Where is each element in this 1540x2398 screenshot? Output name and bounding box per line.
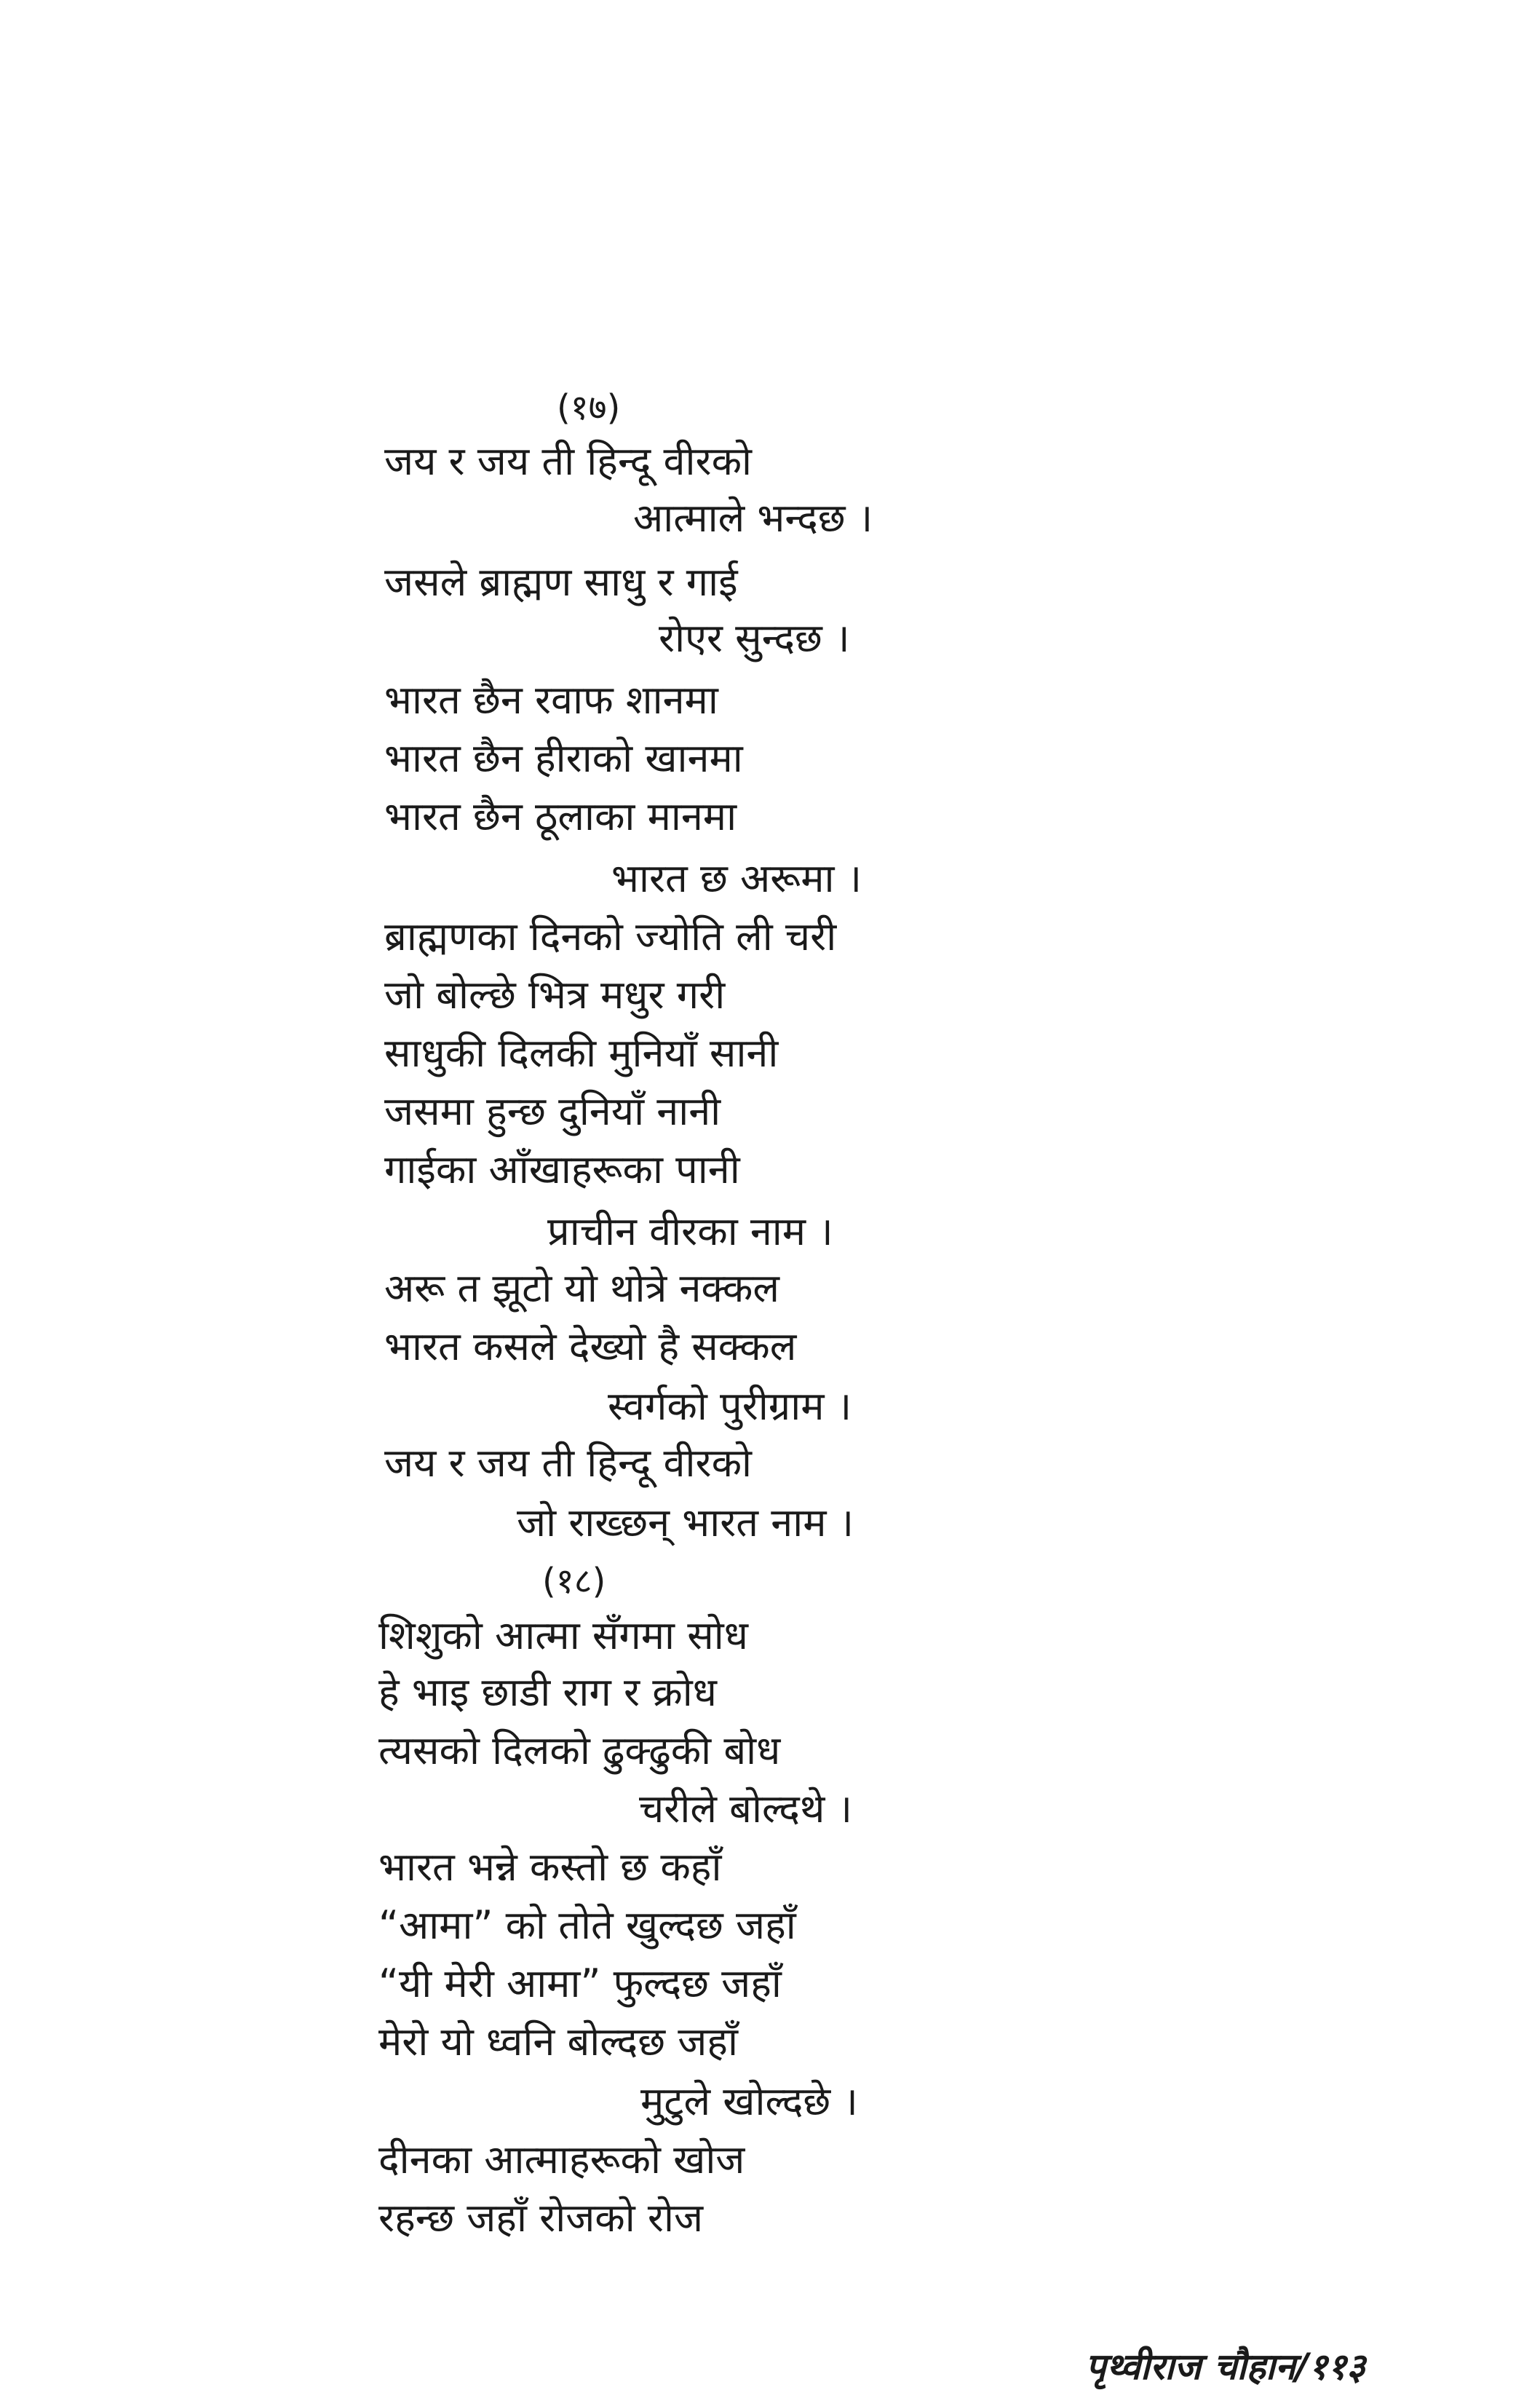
poem-line: भारत छैन हीराको खानमा (384, 735, 743, 781)
poem-line: “यी मेरी आमा” फुल्दछ जहाँ (378, 1960, 782, 2006)
poem-line: जय र जय ती हिन्दू वीरको (384, 438, 753, 484)
poem-line: रहन्छ जहाँ रोजको रोज (378, 2195, 704, 2241)
poem-line: जो राख्छन् भारत नाम । (517, 1500, 854, 1546)
poem-line: भारत भन्ने कस्तो छ कहाँ (378, 1844, 722, 1890)
page-footer: पृथ्वीराज चौहान/११३ (1085, 2346, 1365, 2388)
poem-line: मेरो यो ध्वनि बोल्दछ जहाँ (378, 2019, 738, 2065)
poem-line: भारत छ अरूमा । (611, 855, 862, 901)
poem-line: जसमा हुन्छ दुनियाँ नानी (384, 1088, 721, 1134)
stanza-number: (१७) (557, 387, 621, 428)
poem-line: हे भाइ छाडी राग र क्रोध (378, 1669, 717, 1715)
poem-line: “आमा” को तोते खुल्दछ जहाँ (378, 1902, 796, 1948)
poem-line: भारत छैन रवाफ शानमा (384, 677, 718, 723)
poem-line: शिशुको आत्मा सँगमा सोध (378, 1612, 748, 1658)
poem-line: भारत छैन ठूलाका मानमा (384, 794, 737, 839)
poem-line: भारत कसले देख्यो है सक्कल (384, 1323, 797, 1369)
poem-line: जय र जय ती हिन्दू वीरको (384, 1440, 753, 1486)
poem-line: प्राचीन वीरका नाम । (547, 1208, 833, 1254)
poem-line: जसले ब्राह्मण साधु र गाई (384, 559, 738, 605)
poem-line: चरीले बोल्दथे । (639, 1786, 853, 1832)
stanza-number: (१८) (542, 1561, 606, 1602)
poem-line: अरू त झूटो यो थोत्रे नक्कल (384, 1265, 779, 1311)
poem-line: मुटुले खोल्दछे । (640, 2078, 858, 2124)
poem-line: गाईका आँखाहरूका पानी (384, 1147, 740, 1192)
poem-line: त्यसको दिलको ढुक्ढुकी बोध (378, 1728, 781, 1773)
poem-line: साधुकी दिलकी मुनियाँ सानी (384, 1030, 779, 1076)
poem-line: ब्राह्मणका दिनको ज्योति ली चरी (384, 914, 837, 959)
poem-line: दीनका आत्माहरूको खोज (378, 2137, 745, 2183)
poem-line: जो बोल्छे भित्र मधुर गरी (384, 972, 726, 1018)
poem-line: स्वर्गको पुरीग्राम । (608, 1383, 852, 1429)
poem-line: आत्माले भन्दछ । (633, 495, 873, 541)
poem-line: रोएर सुन्दछ । (659, 615, 850, 661)
